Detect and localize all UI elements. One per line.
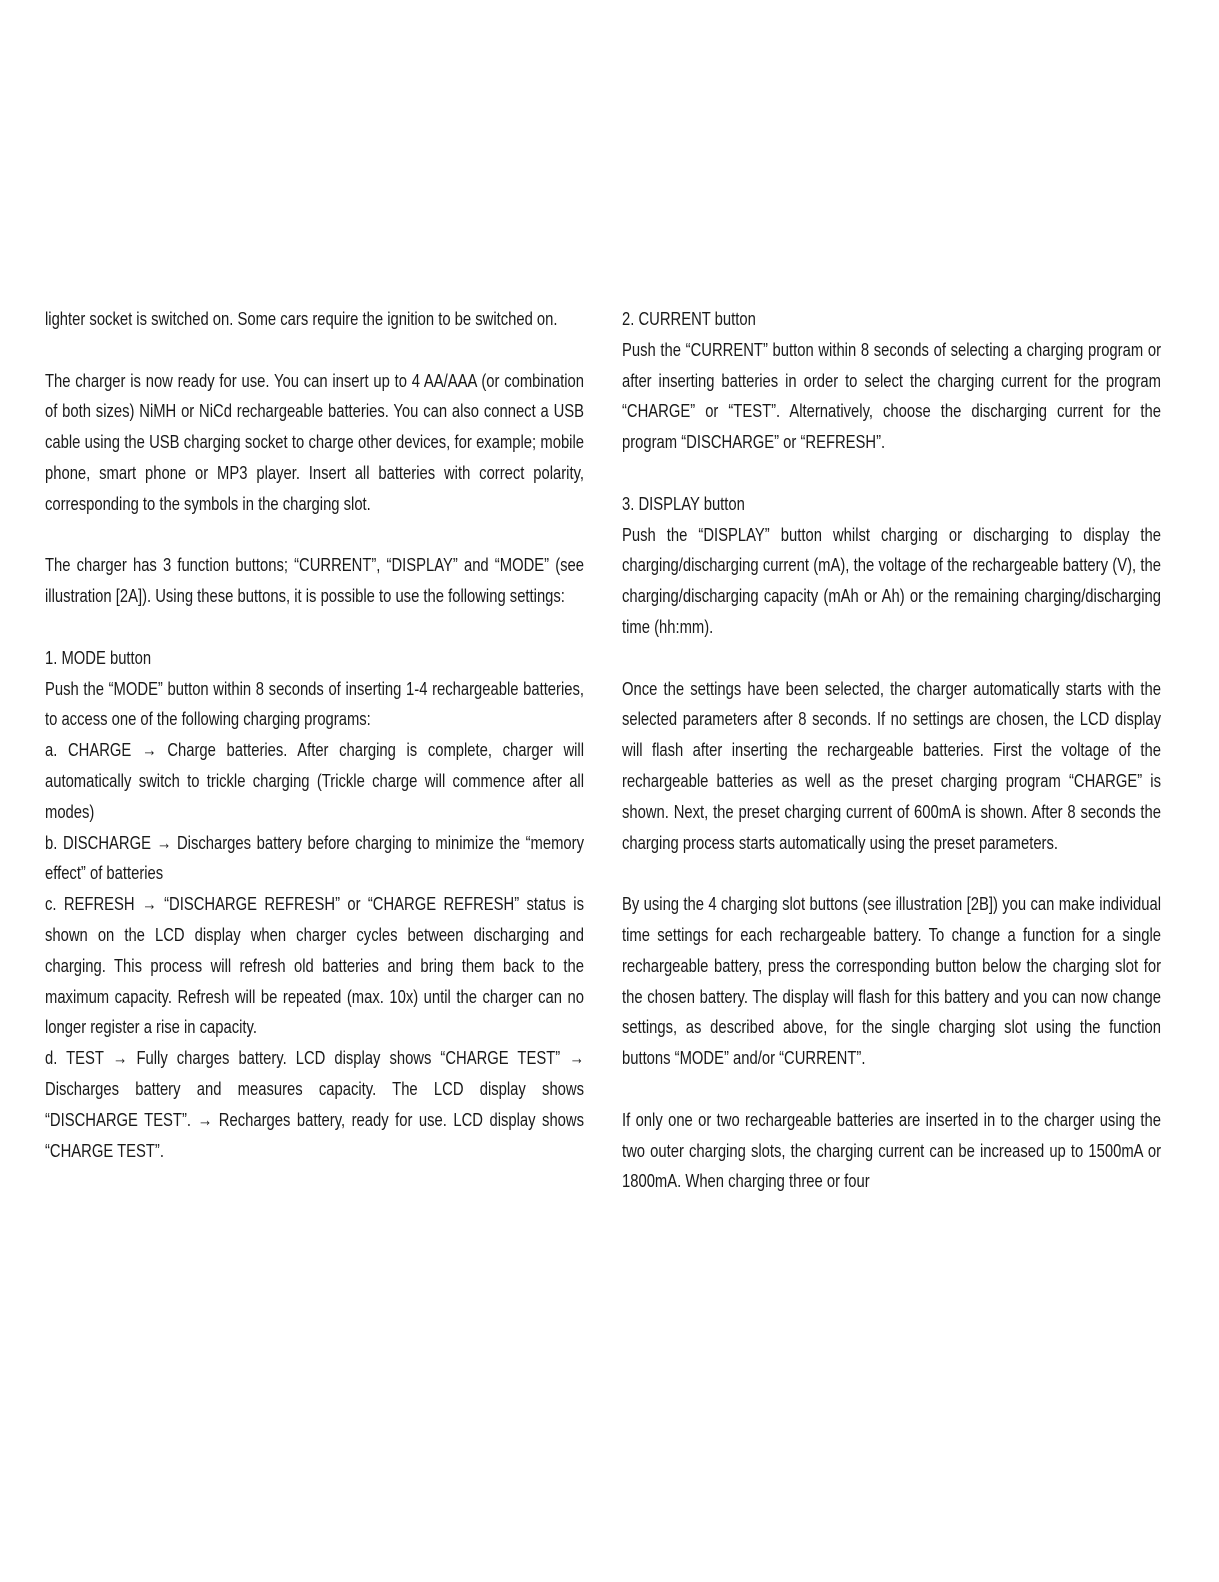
paragraph-function-buttons: The charger has 3 function buttons; “CURRENT”, “DISPLAY” and “MODE” (see illustration [2A]). Using these buttons, it is possible to use the following settings:	[45, 554, 584, 607]
paragraph-charging-slot-buttons: By using the 4 charging slot buttons (see illustration [2B]) you can make individual time settings for each rechargeable battery. To change a function for a single rechargeable battery, press the corresponding button below the charging slot for the chosen battery. The display will flash for this battery and you can now change settings, as described above, for the single charging slot using the function buttons “MODE” and/or “CURRENT”.	[622, 893, 1161, 1069]
display-button-text: Push the “DISPLAY” button whilst charging or discharging to display the charging/discharging current (mA), the voltage of the rechargeable battery (V), the charging/discharging capacity (mAh or Ah) or the remaining charging/discharging time (hh:mm).	[622, 523, 1161, 637]
mode-button-heading: 1. MODE button	[45, 646, 152, 668]
paragraph-ignition: lighter socket is switched on. Some cars require the ignition to be switched on.	[45, 308, 558, 329]
mode-item-charge: a. CHARGE → Charge batteries. After charging is complete, charger will automatically switch to trickle charging (Trickle charge will commence after all modes)	[45, 739, 584, 822]
paragraph-outer-slots: If only one or two rechargeable batteries are inserted in to the charger using the two outer charging slots, the charging current can be increased up to 1500mA or 1800mA. When charging three or four	[622, 1108, 1161, 1192]
right-column	[622, 304, 1161, 1197]
paragraph-ready-for-use: The charger is now ready for use. You can insert up to 4 AA/AAA (or combination of both sizes) NiMH or NiCd rechargeable batteries. You can also connect a USB cable using the USB charging socket to charge other devices, for example; mobile phone, smart phone or MP3 player. Insert all batteries with correct polarity, corresponding to the symbols in the charging slot.	[45, 369, 584, 514]
mode-item-discharge: b. DISCHARGE → Discharges battery before charging to minimize the “memory effect” of batteries	[45, 831, 584, 884]
current-button-text: Push the “CURRENT” button within 8 seconds of selecting a charging program or after inserting batteries in order to select the charging current for the program “CHARGE” or “TEST”. Alternatively, choose the discharging current for the program “DISCHARGE” or “REFRESH”.	[622, 338, 1161, 453]
mode-item-refresh: c. REFRESH → “DISCHARGE REFRESH” or “CHARGE REFRESH” status is shown on the LCD display when charger cycles between discharging and charging. This process will refresh old batteries and bring them back to the maximum capacity. Refresh will be repeated (max. 10x) until the charger can no longer register a rise in capacity.	[45, 893, 584, 1038]
current-button-heading: 2. CURRENT button	[622, 308, 756, 329]
mode-button-intro: Push the “MODE” button within 8 seconds of inserting 1-4 rechargeable batteries, to access one of the following charging programs:	[45, 677, 584, 730]
mode-item-test: d. TEST → Fully charges battery. LCD display shows “CHARGE TEST” → Discharges battery and measures capacity. The LCD display shows “DISCHARGE TEST”. → Recharges battery, ready for use. LCD display shows “CHARGE TEST”.	[45, 1047, 584, 1161]
left-column	[45, 304, 584, 1166]
display-button-heading: 3. DISPLAY button	[622, 492, 745, 514]
paragraph-settings-selected: Once the settings have been selected, the charger automatically starts with the selected parameters after 8 seconds. If no settings are chosen, the LCD display will flash after inserting the rechargeable batteries. First the voltage of the rechargeable batteries as well as the preset charging program “CHARGE” is shown. Next, the preset charging current of 600mA is shown. After 8 seconds the charging process starts automatically using the preset parameters.	[622, 677, 1161, 853]
